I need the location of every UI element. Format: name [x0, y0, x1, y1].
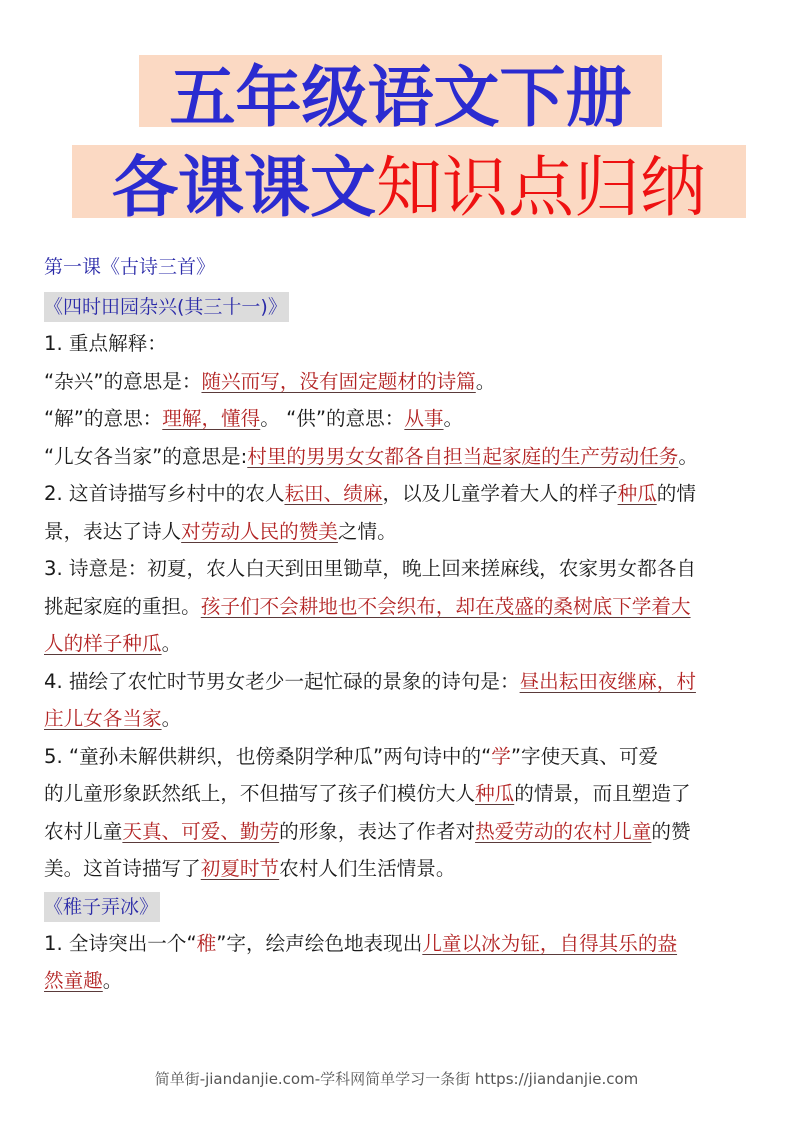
- answer: 热爱劳动的农村儿童: [475, 819, 652, 843]
- point4-line2: [44, 700, 754, 738]
- answer: 儿童以冰为钲，自得其乐的盎: [422, 931, 678, 955]
- answer: 种瓜: [475, 782, 515, 805]
- text: 。: [161, 707, 182, 730]
- text: ”字，绘声绘色地表现出: [216, 931, 423, 955]
- point3-line2: [44, 588, 754, 626]
- text: 。: [678, 444, 698, 468]
- text: 农村儿童: [44, 819, 123, 843]
- text: 4. 描绘了农忙时节男女老少一起忙碌的景象的诗句是：: [44, 669, 520, 693]
- point5-line2: [44, 775, 754, 813]
- answer: 从事: [404, 407, 444, 430]
- point2-line2: [44, 513, 754, 551]
- text: “杂兴”的意思是：: [44, 369, 202, 393]
- text: 的形象，表达了作者对: [279, 819, 476, 843]
- answer: 昼出耘田夜继麻，村: [519, 669, 696, 693]
- text: 景，表达了诗人: [44, 519, 182, 543]
- document-body: [44, 248, 754, 1000]
- text: 。: [102, 969, 123, 992]
- poem1-title: 《四时田园杂兴(其三十一)》: [44, 292, 289, 322]
- point1-heading: 1. 重点解释：: [44, 332, 167, 355]
- text: 农村人们生活情景。: [279, 857, 456, 880]
- point4-line1: [44, 663, 754, 701]
- answer: 庄儿女各当家: [44, 707, 162, 730]
- text: 。: [443, 407, 464, 430]
- point2-line1: [44, 475, 754, 513]
- point5-line1: [44, 738, 754, 776]
- answer: 随兴而写，没有固定题材的诗篇: [201, 369, 476, 393]
- poem2-point1-line2: [44, 962, 754, 1000]
- answer: 对劳动人民的赞美: [181, 519, 338, 543]
- answer: 人的样子种瓜: [44, 632, 162, 655]
- answer: 然童趣: [44, 969, 103, 992]
- answer: 耘田、绩麻: [284, 482, 383, 505]
- text: ，以及儿童学着大人的样子: [382, 482, 618, 505]
- poem2-point1-line1: [44, 925, 754, 963]
- poem2-title: 《稚子弄冰》: [44, 892, 160, 922]
- watermark-footer: 简单街-jiandanjie.com-学科网简单学习一条街 https://jiandanjie.com: [154, 1070, 639, 1088]
- text: 美。这首诗描写了: [44, 857, 201, 880]
- text: 。: [475, 369, 496, 393]
- point1-c: [44, 438, 754, 476]
- point1-b: [44, 400, 754, 438]
- text: “儿女各当家”的意思是:: [44, 444, 248, 468]
- text: 之情。: [337, 519, 397, 543]
- text: 的赞: [651, 819, 691, 843]
- title-line2-blue: 各课课文: [112, 149, 376, 226]
- text: 的儿童形象跃然纸上，不但描写了孩子们模仿大人: [44, 782, 476, 805]
- answer: 初夏时节: [200, 857, 280, 880]
- text: 5. “童孙未解供耕织，也傍桑阴学种瓜”两句诗中的“: [44, 744, 492, 768]
- title-banner-line1: [139, 55, 662, 136]
- point5-line3: [44, 813, 754, 851]
- point3-line1: 3. 诗意是：初夏，农人白天到田里锄草，晚上回来搓麻线，农家男女都各自: [44, 557, 696, 580]
- text: 。 “供”的意思：: [260, 407, 405, 430]
- text: 挑起家庭的重担。: [44, 594, 201, 618]
- text: 2. 这首诗描写乡村中的农人: [44, 482, 285, 505]
- lesson-title: 第一课《古诗三首》: [44, 256, 216, 278]
- point3-line3: [44, 625, 754, 663]
- answer: 孩子们不会耕地也不会织布，却在茂盛的桑树底下学着大: [200, 594, 691, 618]
- answer: 天真、可爱、勤劳: [122, 819, 280, 843]
- text: 的情: [656, 482, 696, 505]
- title-line1: 五年级语文下册: [169, 58, 632, 136]
- answer: 理解，懂得: [162, 407, 261, 430]
- text: 1. 全诗突出一个“: [44, 931, 197, 955]
- point1-a: [44, 363, 754, 401]
- point5-line4: [44, 850, 754, 888]
- text: 的情景，而且塑造了: [514, 782, 691, 805]
- title-banner-line2: [72, 145, 746, 226]
- text: “解”的意思：: [44, 407, 163, 430]
- highlight: 稚: [196, 931, 217, 955]
- answer: 种瓜: [617, 482, 657, 505]
- answer: 村里的男男女女都各自担当起家庭的生产劳动任务: [247, 444, 679, 468]
- title-line2-red: 知识点归纳: [376, 149, 706, 226]
- highlight: 学: [491, 744, 511, 768]
- text: ”字使天真、可爱: [510, 744, 659, 768]
- text: 。: [161, 632, 182, 655]
